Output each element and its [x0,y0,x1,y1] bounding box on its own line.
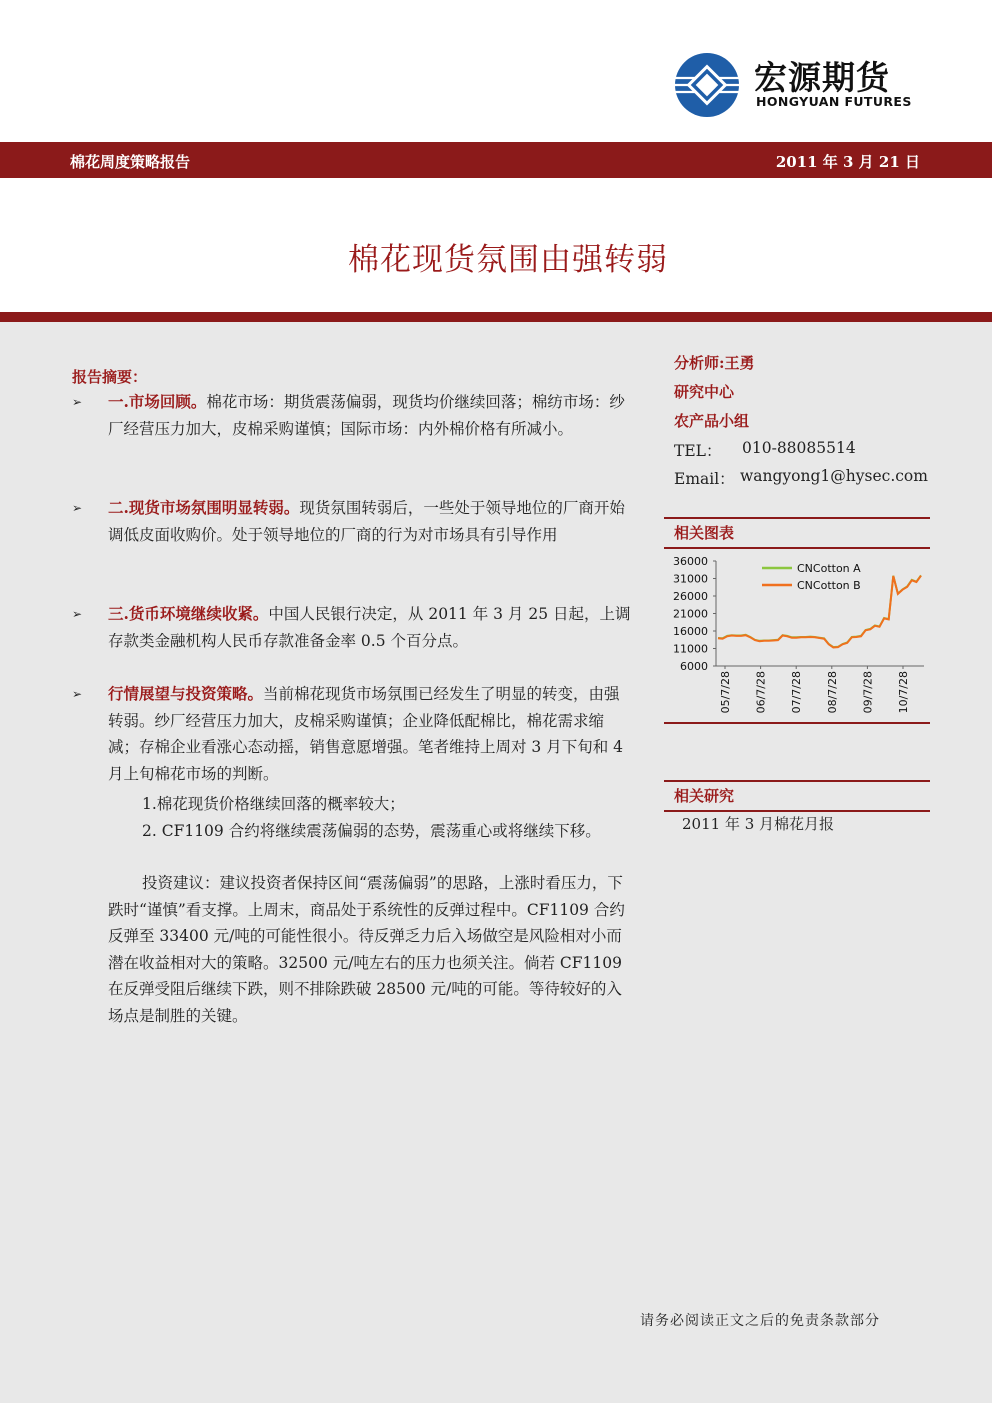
summary-item [72,389,632,442]
item-body: 现货氛围转弱后，一些处于领导地位的厂商开始调低皮面收购价。处于领导地位的厂商的行为对市场具有引导作用 [108,499,625,544]
investment-advice: 投资建议：建议投资者保持区间“震荡偏弱”的思路，上涨时看压力，下跌时“谨慎”看支撑。上周末，商品处于系统性的反弹过程中。CF1109 合约反弹至 33400 元/吨的可能性很小。待反弹乏力后入场做空是风险相对小而潜在收益相对大的策略。32500 元/吨左右的压力也须关注。倘若 CF1109 在反弹受阻后继续下跌，则不排除跌破 28500 元/吨的可能。等待较好的入场点是制胜的关键。 [108,874,625,1025]
judgment-point: 2. CF1109 合约将继续震荡偏弱的态势，震荡重心或将继续下移。 [142,822,601,840]
summary-label: 报告摘要： [72,368,148,386]
brand-name-en: HONGYUAN FUTURES [756,94,912,109]
content-area [0,322,992,1403]
related-research-header [664,780,930,812]
chart-rule [664,722,930,724]
product-group: 农产品小组 [674,412,750,430]
x-tick-label: 06/7/28 [754,671,768,714]
bullet-arrow-icon: ➢ [72,395,83,409]
research-center: 研究中心 [674,383,735,401]
bullet-arrow-icon: ➢ [72,687,83,701]
judgment-point: 1.棉花现货价格继续回落的概率较大； [142,795,405,813]
email-label: Email： [674,470,735,488]
related-research-item[interactable]: 2011 年 3 月棉花月报 [682,815,835,833]
item-body: 当前棉花现货市场氛围已经发生了明显的转变，由强转弱。纱厂经营压力加大，皮棉采购谨慎；企业降低配棉比，棉花需求缩减；存棉企业看涨心态动摇，销售意愿增强。笔者维持上周对 3 月下旬和 4 月上旬棉花市场的判断。 [108,685,624,783]
header-top [0,0,992,142]
x-tick-label: 08/7/28 [825,671,839,714]
x-tick-label: 07/7/28 [790,671,804,714]
summary-item [72,681,632,787]
tel-value: 010-88085514 [742,439,856,457]
item-head: 二.现货市场氛围明显转弱。 [108,498,300,517]
tel-line [674,439,856,461]
item-body: 中国人民银行决定，从 2011 年 3 月 25 日起，上调存款类金融机构人民币存款准备金率 0.5 个百分点。 [108,605,631,650]
related-charts-label: 相关图表 [674,524,735,542]
disclaimer-note: 请务必阅读正文之后的免责条款部分 [640,1313,880,1329]
title-rule [0,312,992,322]
item-head: 三.货币环境继续收紧。 [108,604,269,623]
legend-label: CNCotton B [797,579,861,592]
report-date: 2011 年 3 月 21 日 [775,153,920,171]
x-tick-label: 09/7/28 [861,671,875,714]
item-body: 棉花市场：期货震荡偏弱，现货均价继续回落；棉纺市场：纱厂经营压力加大，皮棉采购谨慎；国际市场：内外棉价格有所减小。 [108,393,625,438]
y-tick-label: 26000 [673,590,708,603]
y-tick-label: 16000 [673,625,708,638]
x-tick-label: 05/7/28 [719,671,732,714]
page-title: 棉花现货氛围由强转弱 [348,242,668,278]
email-line [674,467,928,489]
related-research-label: 相关研究 [674,787,735,805]
report-type: 棉花周度策略报告 [70,153,191,171]
x-tick-label: 10/7/28 [897,671,910,714]
brand-logo [674,50,914,120]
hongyuan-logo-icon [674,52,740,118]
y-tick-label: 36000 [673,555,708,568]
summary-item [72,601,632,654]
bullet-arrow-icon: ➢ [72,501,83,515]
bullet-arrow-icon: ➢ [72,607,83,621]
y-tick-label: 21000 [673,607,708,621]
header-band [0,142,992,178]
email-value[interactable]: wangyong1@hysec.com [740,467,928,485]
item-head: 一.市场回顾。 [108,392,207,411]
title-area [0,178,992,312]
cotton-price-chart-svg [664,544,934,724]
item-head: 行情展望与投资策略。 [108,684,264,703]
cotton-price-chart [664,544,934,724]
y-tick-label: 11000 [673,642,708,656]
brand-name-cn: 宏源期货 [754,58,890,97]
legend-label: CNCotton A [797,562,861,575]
analyst-name: 分析师:王勇 [674,354,755,372]
summary-item [72,495,632,548]
y-tick-label: 6000 [680,660,708,673]
y-tick-label: 31000 [673,572,708,586]
tel-label: TEL： [674,442,722,460]
